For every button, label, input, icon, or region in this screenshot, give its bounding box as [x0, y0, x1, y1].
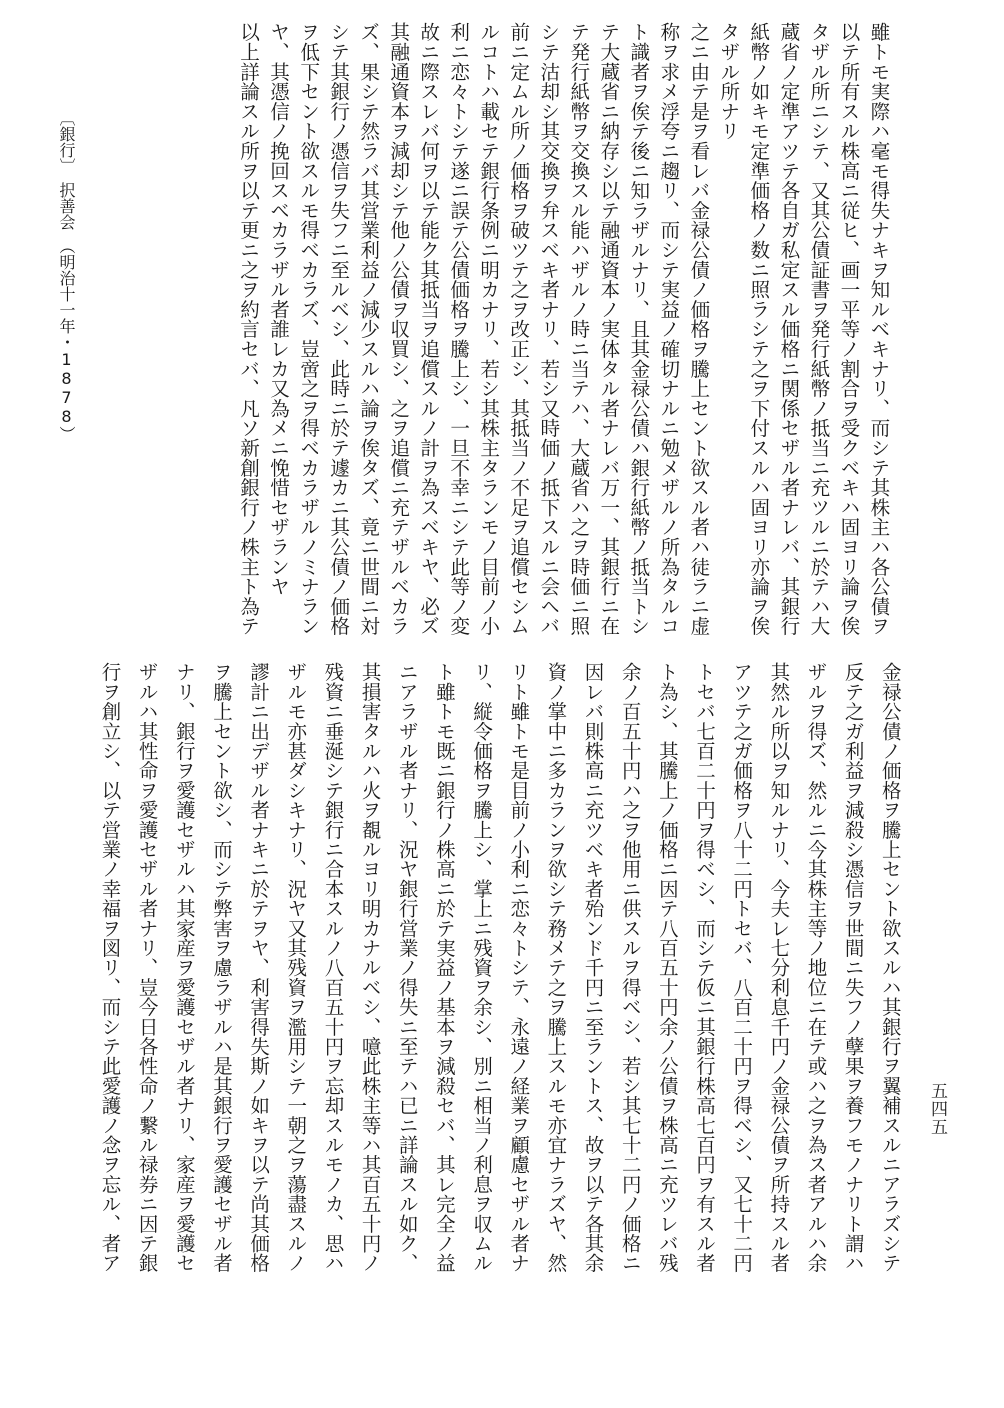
text-column: 行ヲ創立シ、以テ営業ノ幸福ヲ図リ、而シテ此愛護ノ念ヲ忘ル、者ア: [98, 662, 122, 1273]
text-column: ナリ、銀行ヲ愛護セザルハ其家産ヲ愛護セザル者ナリ、家産ヲ愛護セ: [172, 662, 196, 1273]
text-column: 資ノ掌中ニ多カランヲ欲シテ務メテ之ヲ騰上スルモ亦宜ナラズヤ、然: [544, 662, 568, 1273]
text-column: ヤ、其憑信ノ挽回スベカラザル者誰レカ又為メニ悗惜セザランヤ: [266, 22, 290, 597]
text-column: リ、縦令価格ヲ騰上シ、掌上ニ残資ヲ余シ、別ニ相当ノ利息ヲ収ムル: [470, 662, 494, 1273]
text-column: 以上詳論スル所ヲ以テ更ニ之ヲ約言セバ、凡ソ新創銀行ノ株主ト為テ: [236, 22, 260, 636]
text-column: アツテ之ガ価格ヲ八十二円トセバ、八百二十円ヲ得ベシ、又七十二円: [730, 662, 754, 1273]
text-column: 故ニ際スレバ何ヲ以テ能ク其抵当ヲ追償スルノ計ヲ為スベキヤ、必ズ: [416, 22, 440, 636]
text-column: 因レバ則株高ニ充ツベキ者殆ンド千円ニ至ラントス、故ヲ以テ各其余: [581, 662, 605, 1273]
text-column: 雖トモ実際ハ毫モ得失ナキヲ知ルベキナリ、而シテ其株主ハ各公債ヲ: [866, 22, 890, 636]
text-column: ザルヲ得ズ、然ルニ今其株主等ノ地位ニ在テ或ハ之ヲ為ス者アルハ余: [804, 662, 828, 1273]
running-header: 〔銀行〕 択善会 （明治十一年・1878）: [57, 110, 76, 442]
text-column: 其融通資本ヲ減却シテ他ノ公債ヲ収買シ、之ヲ追償ニ充テザルベカラ: [386, 22, 410, 636]
lower-text-block: [100, 662, 900, 1277]
text-column: シテ沽却シ其交換ヲ弁スベキ者ナリ、若シ又時価ノ抵下スルニ会ヘバ: [536, 22, 560, 636]
text-column: 称ヲ求メ浮夸ニ趨リ、而シテ実益ノ確切ナルニ勉メザルノ所為タルコ: [656, 22, 680, 636]
text-column: ト識者ヲ俟テ後ニ知ラザルナリ、且其金禄公債ハ銀行紙幣ノ抵当トシ: [626, 22, 650, 636]
text-column: 前ニ定ムル所ノ価格ヲ破ツテ之ヲ改正シ、其抵当ノ不足ヲ追償セシム: [506, 22, 530, 636]
text-column: リト雖トモ是目前ノ小利ニ恋々トシテ、永遠ノ経業ヲ顧慮セザル者ナ: [507, 662, 531, 1273]
text-column: ニアラザル者ナリ、況ヤ銀行営業ノ得失ニ至テハ已ニ詳論スル如ク、: [395, 662, 419, 1273]
text-column: 利ニ恋々トシテ遂ニ誤テ公債価格ヲ騰上シ、一旦不幸ニシテ此等ノ変: [446, 22, 470, 636]
text-column: ヲ騰上セント欲シ、而シテ弊害ヲ慮ラザルハ是其銀行ヲ愛護セザル者: [209, 662, 233, 1273]
text-column: 紙幣ノ如キモ定準価格ノ数ニ照ラシテ之ヲ下付スルハ固ヨリ亦論ヲ俟: [746, 22, 770, 636]
text-column: 金禄公債ノ価格ヲ騰上セント欲スルハ其銀行ヲ翼補スルニアラズシテ: [878, 662, 902, 1273]
text-column: ト為シ、其騰上ノ価格ニ因テ八百五十円余ノ公債ヲ株高ニ充ツレバ残: [655, 662, 679, 1273]
text-column: テ発行紙幣ヲ交換スル能ハザルノ時ニ当テハ、大蔵省ハ之ヲ時価ニ照: [566, 22, 590, 636]
text-column: ズ、果シテ然ラバ其営業利益ノ減少スルハ論ヲ俟タズ、竟ニ世間ニ対: [356, 22, 380, 636]
text-column: 蔵省ノ定準アツテ各自ガ私定スル価格ニ関係セザル者ナレバ、其銀行: [776, 22, 800, 636]
text-column: 残資ニ垂涎シテ銀行ニ合本スルノ八百五十円ヲ忘却スルモノカ、思ハ: [321, 662, 345, 1273]
text-column: タザル所ナリ: [716, 22, 740, 141]
text-column: 謬計ニ出デザル者ナキニ於テヲヤ、利害得失斯ノ如キヲ以テ尚其価格: [247, 662, 271, 1273]
text-column: ト雖トモ既ニ銀行ノ株高ニ於テ実益ノ基本ヲ減殺セバ、其レ完全ノ益: [432, 662, 456, 1273]
page-number: 五四五: [927, 1082, 947, 1136]
text-column: 其然ル所以ヲ知ルナリ、今夫レ七分利息千円ノ金禄公債ヲ所持スル者: [767, 662, 791, 1273]
text-column: シテ其銀行ノ憑信ヲ失フニ至ルベシ、此時ニ於テ遽カニ其公債ノ価格: [326, 22, 350, 636]
text-column: タザル所ニシテ、又其公債証書ヲ発行紙幣ノ抵当ニ充ツルニ於テハ大: [806, 22, 830, 636]
text-column: ザルモ亦甚ダシキナリ、況ヤ又其残資ヲ濫用シテ一朝之ヲ蕩盡スルノ: [284, 662, 308, 1273]
text-column: ルコトハ載セテ銀行条例ニ明カナリ、若シ其株主タランモノ目前ノ小: [476, 22, 500, 636]
text-column: 以テ所有スル株高ニ従ヒ、画一平等ノ割合ヲ受クベキハ固ヨリ論ヲ俟: [836, 22, 860, 636]
text-column: 余ノ百五十円ハ之ヲ他用ニ供スルヲ得ベシ、若シ其七十二円ノ価格ニ: [618, 662, 642, 1273]
upper-text-block: [236, 22, 890, 636]
text-column: ヲ低下セント欲スルモ得ベカラズ、豈啻之ヲ得ベカラザルノミナラン: [296, 22, 320, 636]
text-column: 之ニ由テ是ヲ看レバ金禄公債ノ価格ヲ騰上セント欲スル者ハ徒ラニ虚: [686, 22, 710, 636]
text-column: テ大蔵省ニ納存シ以テ融通資本ノ実体タル者ナレバ万一、其銀行ニ在: [596, 22, 620, 636]
text-column: ザルハ其性命ヲ愛護セザル者ナリ、豈今日各性命ノ繋ル禄券ニ因テ銀: [135, 662, 159, 1273]
text-column: トセバ七百二十円ヲ得ベシ、而シテ仮ニ其銀行株高七百円ヲ有スル者: [693, 662, 716, 1273]
text-column: 反テ之ガ利益ヲ減殺シ憑信ヲ世間ニ失フノ孽果ヲ養フモノナリト謂ハ: [841, 662, 865, 1273]
text-column: 其損害タルハ火ヲ覩ルヨリ明カナルベシ、噫此株主等ハ其百五十円ノ: [358, 662, 382, 1273]
